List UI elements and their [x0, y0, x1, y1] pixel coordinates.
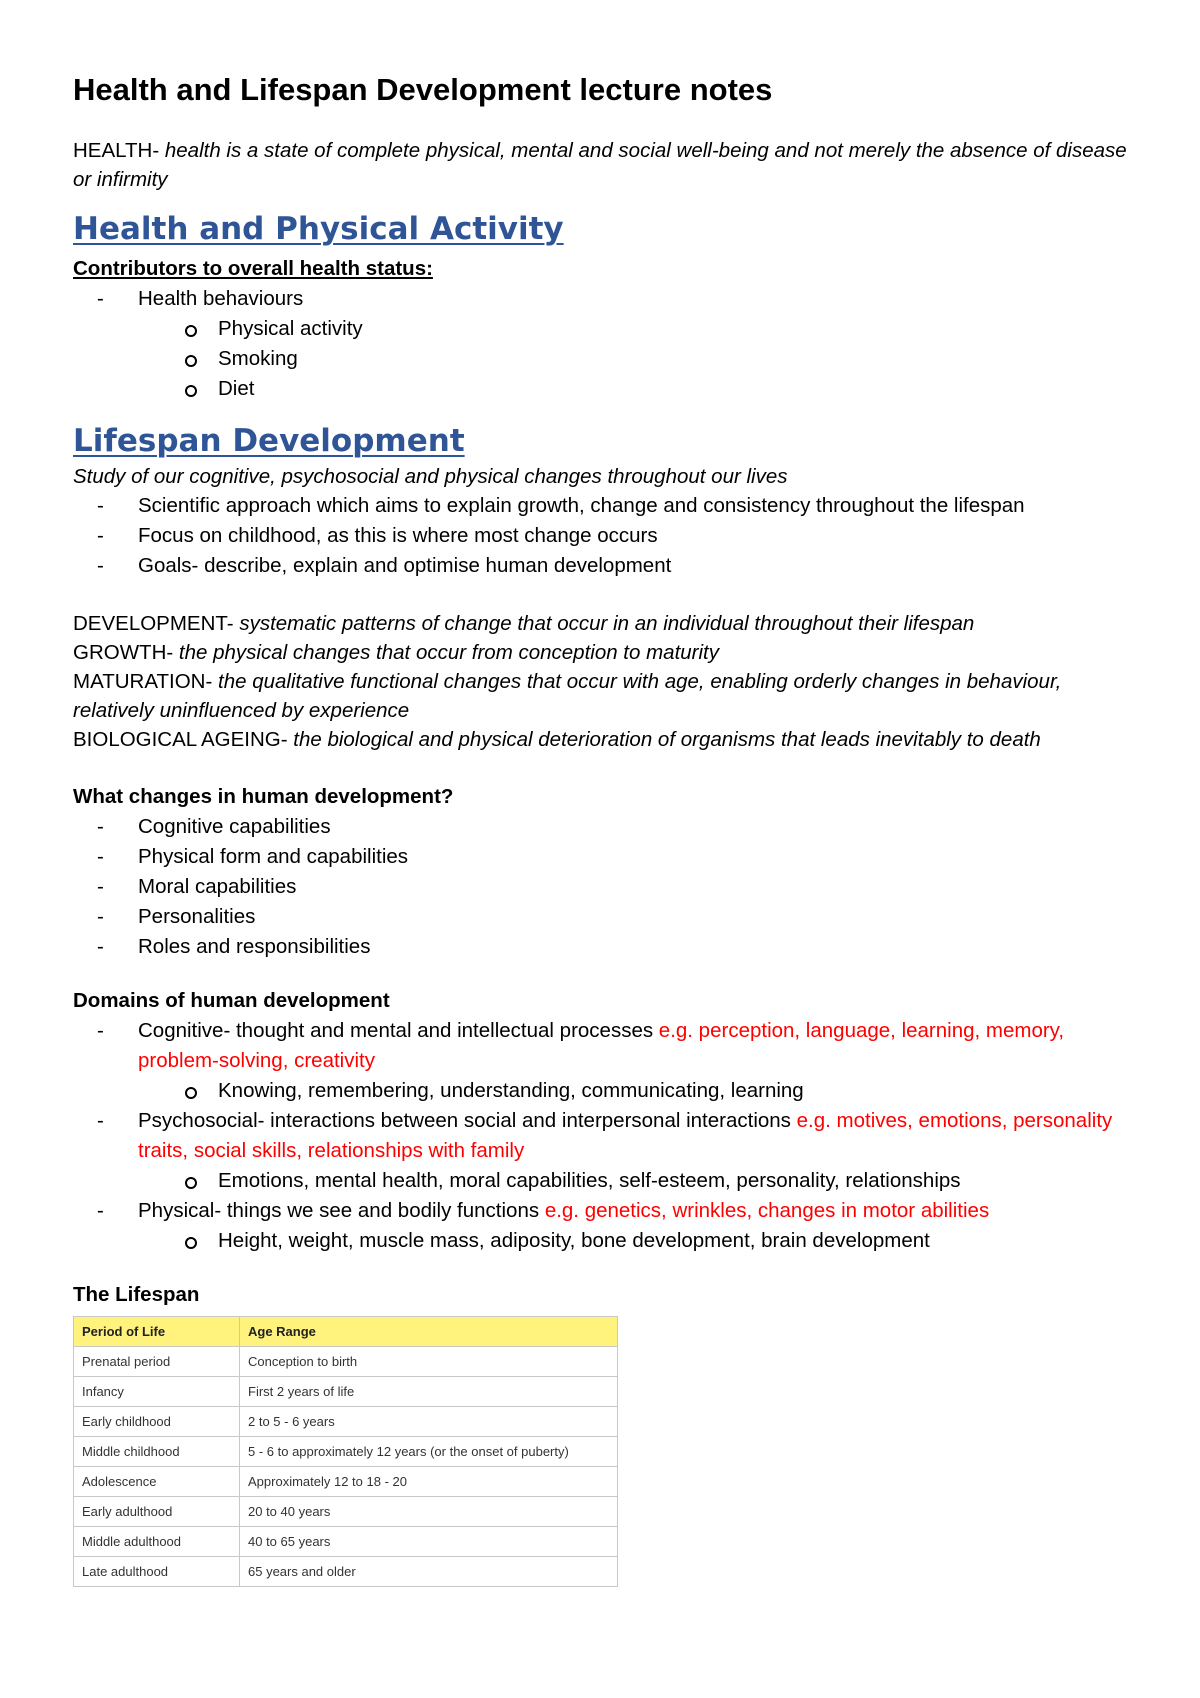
- domain-text: Psychosocial- interactions between social and interpersonal interactions: [138, 1109, 797, 1132]
- sublist-item: [73, 1226, 1133, 1256]
- list-item: [73, 551, 1133, 581]
- table-cell: Middle adulthood: [74, 1527, 240, 1557]
- column-header: Period of Life: [74, 1317, 240, 1347]
- domain-item-cognitive: [73, 1016, 1133, 1076]
- dash-marker: -: [97, 935, 104, 958]
- lifespan-list: [73, 491, 1133, 581]
- sublist-item: [73, 374, 1133, 404]
- domain-sublist: [73, 1166, 1133, 1196]
- dash-marker: -: [97, 1109, 104, 1132]
- sublist-item: [73, 314, 1133, 344]
- dash-marker: -: [97, 287, 104, 310]
- dash-marker: -: [97, 815, 104, 838]
- table-cell: Approximately 12 to 18 - 20: [240, 1467, 618, 1497]
- table-cell: Conception to birth: [240, 1347, 618, 1377]
- domains-list: [73, 1016, 1133, 1076]
- circle-bullet-icon: [185, 1237, 197, 1249]
- definition-term: DEVELOPMENT-: [73, 612, 234, 635]
- sublist-item: [73, 1076, 1133, 1106]
- sublist-item-text: Diet: [218, 377, 255, 400]
- list-item: [73, 872, 1133, 902]
- health-behaviours-sublist: [73, 314, 1133, 404]
- health-definition: [73, 136, 1133, 194]
- definition-text: the qualitative functional changes that occur with age, enabling orderly changes in behaviour, relatively uninfluenced by experience: [73, 670, 1062, 722]
- definition-term: BIOLOGICAL AGEING-: [73, 728, 288, 751]
- domain-example: e.g. perception, language, learning, memory, problem-solving, creativity: [138, 1019, 1065, 1072]
- definition-text: the physical changes that occur from conception to maturity: [173, 641, 720, 664]
- list-item-text: Personalities: [138, 905, 256, 928]
- column-header: Age Range: [240, 1317, 618, 1347]
- domains-list-cont: [73, 1106, 1133, 1166]
- definition-development: [73, 609, 1133, 638]
- list-item: [73, 521, 1133, 551]
- list-item: [73, 902, 1133, 932]
- dash-marker: -: [97, 524, 104, 547]
- list-item-text: Roles and responsibilities: [138, 935, 371, 958]
- definition-growth: [73, 638, 1133, 667]
- table-row: [74, 1377, 618, 1407]
- circle-bullet-icon: [185, 355, 197, 367]
- list-item: [73, 842, 1133, 872]
- domain-example: e.g. genetics, wrinkles, changes in motor abilities: [544, 1199, 990, 1222]
- table-cell: 5 - 6 to approximately 12 years (or the onset of puberty): [240, 1437, 618, 1467]
- list-item-text: Goals- describe, explain and optimise human development: [138, 554, 672, 577]
- dash-marker: -: [97, 554, 104, 577]
- definition-biological-ageing: [73, 725, 1133, 754]
- circle-bullet-icon: [185, 1177, 197, 1189]
- domain-item-physical: [73, 1196, 1133, 1226]
- definition-text: the biological and physical deterioration of organisms that leads inevitably to death: [287, 728, 1041, 751]
- list-item-text: Scientific approach which aims to explain growth, change and consistency throughout the lifespan: [138, 494, 1025, 517]
- domain-sublist: [73, 1226, 1133, 1256]
- domain-text: Physical- things we see and bodily functions: [138, 1199, 545, 1222]
- table-cell: 40 to 65 years: [240, 1527, 618, 1557]
- sublist-item-text: Height, weight, muscle mass, adiposity, bone development, brain development: [218, 1229, 930, 1252]
- table-cell: Adolescence: [74, 1467, 240, 1497]
- definition-term: HEALTH-: [73, 139, 160, 162]
- table-row: [74, 1557, 618, 1587]
- table-cell: Early childhood: [74, 1407, 240, 1437]
- contributors-list: [73, 284, 1133, 314]
- list-item-text: Focus on childhood, as this is where most change occurs: [138, 524, 658, 547]
- heading-lifespan-development: Lifespan Development: [73, 423, 465, 459]
- sublist-item-text: Knowing, remembering, understanding, communicating, learning: [218, 1079, 804, 1102]
- domains-subheading: Domains of human development: [73, 989, 390, 1012]
- definition-maturation: [73, 667, 1133, 725]
- dash-marker: -: [97, 494, 104, 517]
- table-cell: 20 to 40 years: [240, 1497, 618, 1527]
- circle-bullet-icon: [185, 385, 197, 397]
- dash-marker: -: [97, 875, 104, 898]
- table-header-row: [74, 1317, 618, 1347]
- domain-item-psychosocial: [73, 1106, 1133, 1166]
- circle-bullet-icon: [185, 1087, 197, 1099]
- table-cell: Early adulthood: [74, 1497, 240, 1527]
- contributors-subheading: Contributors to overall health status:: [73, 257, 433, 280]
- changes-subheading: What changes in human development?: [73, 785, 454, 808]
- table-row: [74, 1347, 618, 1377]
- dash-marker: -: [97, 905, 104, 928]
- list-item: [73, 932, 1133, 962]
- definition-text: health is a state of complete physical, mental and social well-being and not merely the absence of disease or infirmity: [73, 139, 1127, 191]
- definition-term: MATURATION-: [73, 670, 213, 693]
- list-item-text: Moral capabilities: [138, 875, 297, 898]
- sublist-item: [73, 1166, 1133, 1196]
- table-cell: 2 to 5 - 6 years: [240, 1407, 618, 1437]
- table-cell: 65 years and older: [240, 1557, 618, 1587]
- definition-term: GROWTH-: [73, 641, 174, 664]
- definition-text: systematic patterns of change that occur in an individual throughout their lifespan: [233, 612, 975, 635]
- dash-marker: -: [97, 1199, 104, 1222]
- sublist-item-text: Physical activity: [218, 317, 363, 340]
- table-cell: Prenatal period: [74, 1347, 240, 1377]
- list-item-text: Physical form and capabilities: [138, 845, 409, 868]
- domain-example: e.g. motives, emotions, personality traits, social skills, relationships with family: [138, 1109, 1113, 1162]
- circle-bullet-icon: [185, 325, 197, 337]
- table-row: [74, 1437, 618, 1467]
- list-item: [73, 491, 1133, 521]
- list-item: [73, 284, 1133, 314]
- document-title: Health and Lifespan Development lecture notes: [73, 72, 773, 107]
- lifespan-subheading: The Lifespan: [73, 1283, 200, 1306]
- domain-text: Cognitive- thought and mental and intellectual processes: [138, 1019, 659, 1042]
- table-cell: First 2 years of life: [240, 1377, 618, 1407]
- list-item-text: Health behaviours: [138, 287, 304, 310]
- changes-list: [73, 812, 1133, 962]
- table-row: [74, 1497, 618, 1527]
- definitions-block: [73, 609, 1133, 754]
- table-row: [74, 1527, 618, 1557]
- sublist-item-text: Smoking: [218, 347, 298, 370]
- table-cell: Late adulthood: [74, 1557, 240, 1587]
- dash-marker: -: [97, 1019, 104, 1042]
- table-cell: Infancy: [74, 1377, 240, 1407]
- domains-list-cont: [73, 1196, 1133, 1226]
- table-cell: Middle childhood: [74, 1437, 240, 1467]
- list-item-text: Cognitive capabilities: [138, 815, 331, 838]
- lifespan-table: [73, 1316, 618, 1587]
- list-item: [73, 812, 1133, 842]
- domain-sublist: [73, 1076, 1133, 1106]
- lifespan-intro: Study of our cognitive, psychosocial and physical changes throughout our lives: [73, 465, 788, 488]
- sublist-item-text: Emotions, mental health, moral capabilities, self-esteem, personality, relationships: [218, 1169, 961, 1192]
- table-row: [74, 1407, 618, 1437]
- table-row: [74, 1467, 618, 1497]
- sublist-item: [73, 344, 1133, 374]
- dash-marker: -: [97, 845, 104, 868]
- heading-health-physical-activity: Health and Physical Activity: [73, 211, 564, 247]
- document-page: [73, 70, 1133, 1587]
